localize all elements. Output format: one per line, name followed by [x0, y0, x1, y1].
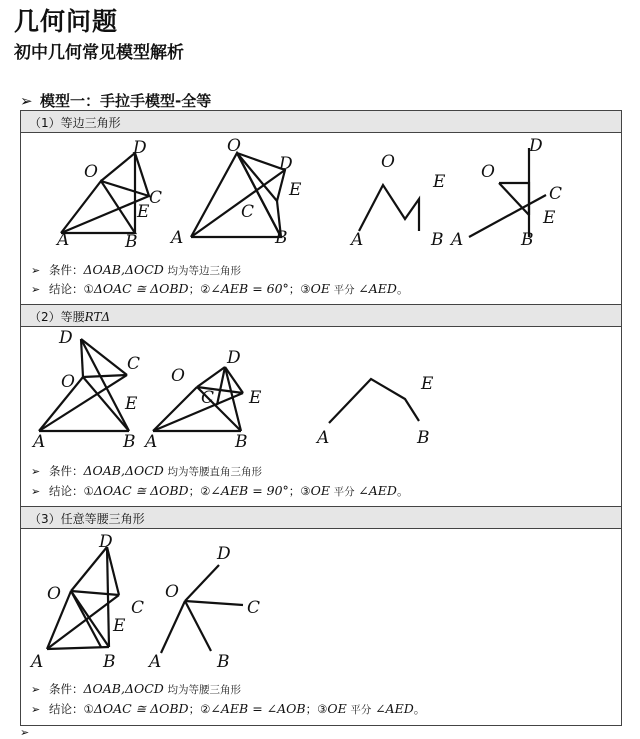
label-b: B [125, 232, 138, 252]
label-o: O [61, 372, 75, 392]
label-e: E [421, 374, 434, 394]
conclusion-line [31, 281, 408, 297]
label-d: D [59, 328, 73, 348]
conclusion-line [31, 483, 408, 499]
conclusion-math: OE [327, 701, 347, 716]
conclusion-marker: ；③ [288, 484, 311, 498]
conclusion-end: 。 [413, 702, 426, 716]
label-b: B [431, 230, 444, 250]
conclusion-math: ∠AEB = 60° [210, 281, 289, 296]
section-header [21, 305, 621, 327]
conclusion-math: OE [310, 483, 330, 498]
section-title [29, 308, 110, 325]
figure-1a [61, 153, 149, 233]
section-isosceles-any [21, 507, 621, 725]
conclusion-marker: ① [83, 282, 94, 296]
section-3-labels [29, 532, 260, 672]
conclusion-text: 平分 [333, 284, 355, 296]
label-a: A [33, 432, 46, 452]
label-o: O [481, 162, 495, 182]
bullet-icon: ➢ [31, 485, 41, 498]
label-b: B [123, 432, 136, 452]
section-1-figures [21, 133, 621, 265]
section-title-text: （3）任意等腰三角形 [29, 512, 145, 526]
condition-line [31, 463, 262, 479]
label-e: E [433, 172, 446, 192]
label-o: O [47, 584, 61, 604]
label-e: E [543, 208, 556, 228]
condition-label: 条件： [49, 464, 84, 478]
figure-2c [329, 379, 419, 423]
conclusion-text: 平分 [350, 704, 372, 716]
label-e: E [249, 388, 262, 408]
conclusion-end: 。 [396, 484, 409, 498]
label-e: E [289, 180, 302, 200]
label-b: B [417, 428, 430, 448]
conclusion-label: 结论： [49, 484, 84, 498]
label-o: O [165, 582, 179, 602]
conclusion-marker: ；③ [305, 702, 328, 716]
conclusion-marker: ① [83, 484, 94, 498]
condition-text: 均为等腰直角三角形 [167, 466, 262, 478]
figure-1b [191, 153, 285, 237]
label-e: E [113, 616, 126, 636]
conclusion-marker: ；② [188, 282, 211, 296]
label-d: D [133, 138, 147, 158]
section-title-text: （1）等边三角形 [29, 116, 121, 130]
conclusion-marker: ① [83, 702, 94, 716]
section-1-labels [55, 136, 562, 252]
conclusion-math: OE [310, 281, 330, 296]
conclusion-label: 结论： [49, 282, 84, 296]
condition-math: ΔOAB,ΔOCD [83, 681, 164, 696]
label-b: B [235, 432, 248, 452]
section-header [21, 507, 621, 529]
section-title [29, 510, 145, 527]
conclusion-end: 。 [396, 282, 409, 296]
label-a: A [317, 428, 330, 448]
section-title-math: RTΔ [84, 310, 111, 324]
conclusion-math: ∠AEB = ∠AOB [210, 701, 306, 716]
condition-label: 条件： [49, 263, 84, 277]
conclusion-label: 结论： [49, 702, 84, 716]
label-c: C [149, 188, 163, 208]
label-c: C [549, 184, 563, 204]
figure-2b [153, 367, 243, 431]
condition-text: 均为等腰三角形 [167, 684, 241, 696]
condition-math: ΔOAB,ΔOCD [83, 262, 164, 277]
figure-1c [359, 185, 419, 231]
conclusion-marker: ；③ [288, 282, 311, 296]
label-a: A [145, 432, 158, 452]
bullet-icon: ➢ [31, 283, 41, 296]
conclusion-marker: ；② [188, 702, 211, 716]
conclusion-text: 平分 [333, 486, 355, 498]
conclusion-math: ΔOAC ≅ ΔOBD [93, 281, 189, 296]
label-o: O [171, 366, 185, 386]
section-equilateral [21, 111, 621, 305]
condition-text: 均为等边三角形 [167, 265, 241, 277]
bullet-icon: ➢ [31, 703, 41, 716]
bullet-icon: ➢ [20, 92, 33, 110]
label-d: D [99, 532, 113, 552]
model-heading [20, 90, 211, 111]
label-b: B [521, 230, 534, 250]
section-isosceles-right [21, 305, 621, 507]
label-o: O [381, 152, 395, 172]
label-a: A [31, 652, 44, 672]
label-d: D [529, 136, 543, 156]
label-a: A [149, 652, 162, 672]
label-b: B [103, 652, 116, 672]
condition-line [31, 262, 241, 278]
conclusion-line [31, 701, 425, 717]
conclusion-marker: ；② [188, 484, 211, 498]
footer-bullet-icon: ➢ [20, 726, 30, 739]
bullet-icon: ➢ [31, 683, 41, 696]
label-b: B [217, 652, 230, 672]
conclusion-math: ΔOAC ≅ ΔOBD [93, 701, 189, 716]
label-c: C [241, 202, 255, 222]
label-a: A [171, 228, 184, 248]
conclusion-math: ∠AED [358, 281, 397, 296]
label-b: B [275, 228, 288, 248]
label-a: A [451, 230, 464, 250]
label-a: A [57, 230, 70, 250]
label-c: C [201, 388, 215, 408]
section-title [29, 114, 121, 131]
models-frame [20, 110, 622, 726]
label-a: A [351, 230, 364, 250]
label-d: D [279, 154, 293, 174]
bullet-icon: ➢ [31, 264, 41, 277]
condition-math: ΔOAB,ΔOCD [83, 463, 164, 478]
conclusion-math: ∠AED [375, 701, 414, 716]
model-heading-text: 模型一：手拉手模型-全等 [40, 92, 212, 110]
condition-label: 条件： [49, 682, 84, 696]
conclusion-math: ∠AEB = 90° [210, 483, 289, 498]
label-e: E [125, 394, 138, 414]
label-d: D [217, 544, 231, 564]
page-subtitle: 初中几何常见模型解析 [14, 43, 184, 63]
label-d: D [227, 348, 241, 368]
label-o: O [227, 136, 241, 156]
conclusion-math: ∠AED [358, 483, 397, 498]
label-c: C [127, 354, 141, 374]
figure-2a [39, 339, 129, 431]
label-e: E [137, 202, 150, 222]
section-2-figures [21, 327, 621, 467]
bullet-icon: ➢ [31, 465, 41, 478]
label-c: C [247, 598, 261, 618]
label-c: C [131, 598, 145, 618]
section-3-figures [21, 529, 621, 679]
conclusion-math: ΔOAC ≅ ΔOBD [93, 483, 189, 498]
label-o: O [84, 162, 98, 182]
section-title-text: （2）等腰 [29, 310, 85, 324]
figure-3b [161, 565, 243, 653]
page-title: 几何问题 [14, 7, 119, 36]
condition-line [31, 681, 241, 697]
section-header [21, 111, 621, 133]
